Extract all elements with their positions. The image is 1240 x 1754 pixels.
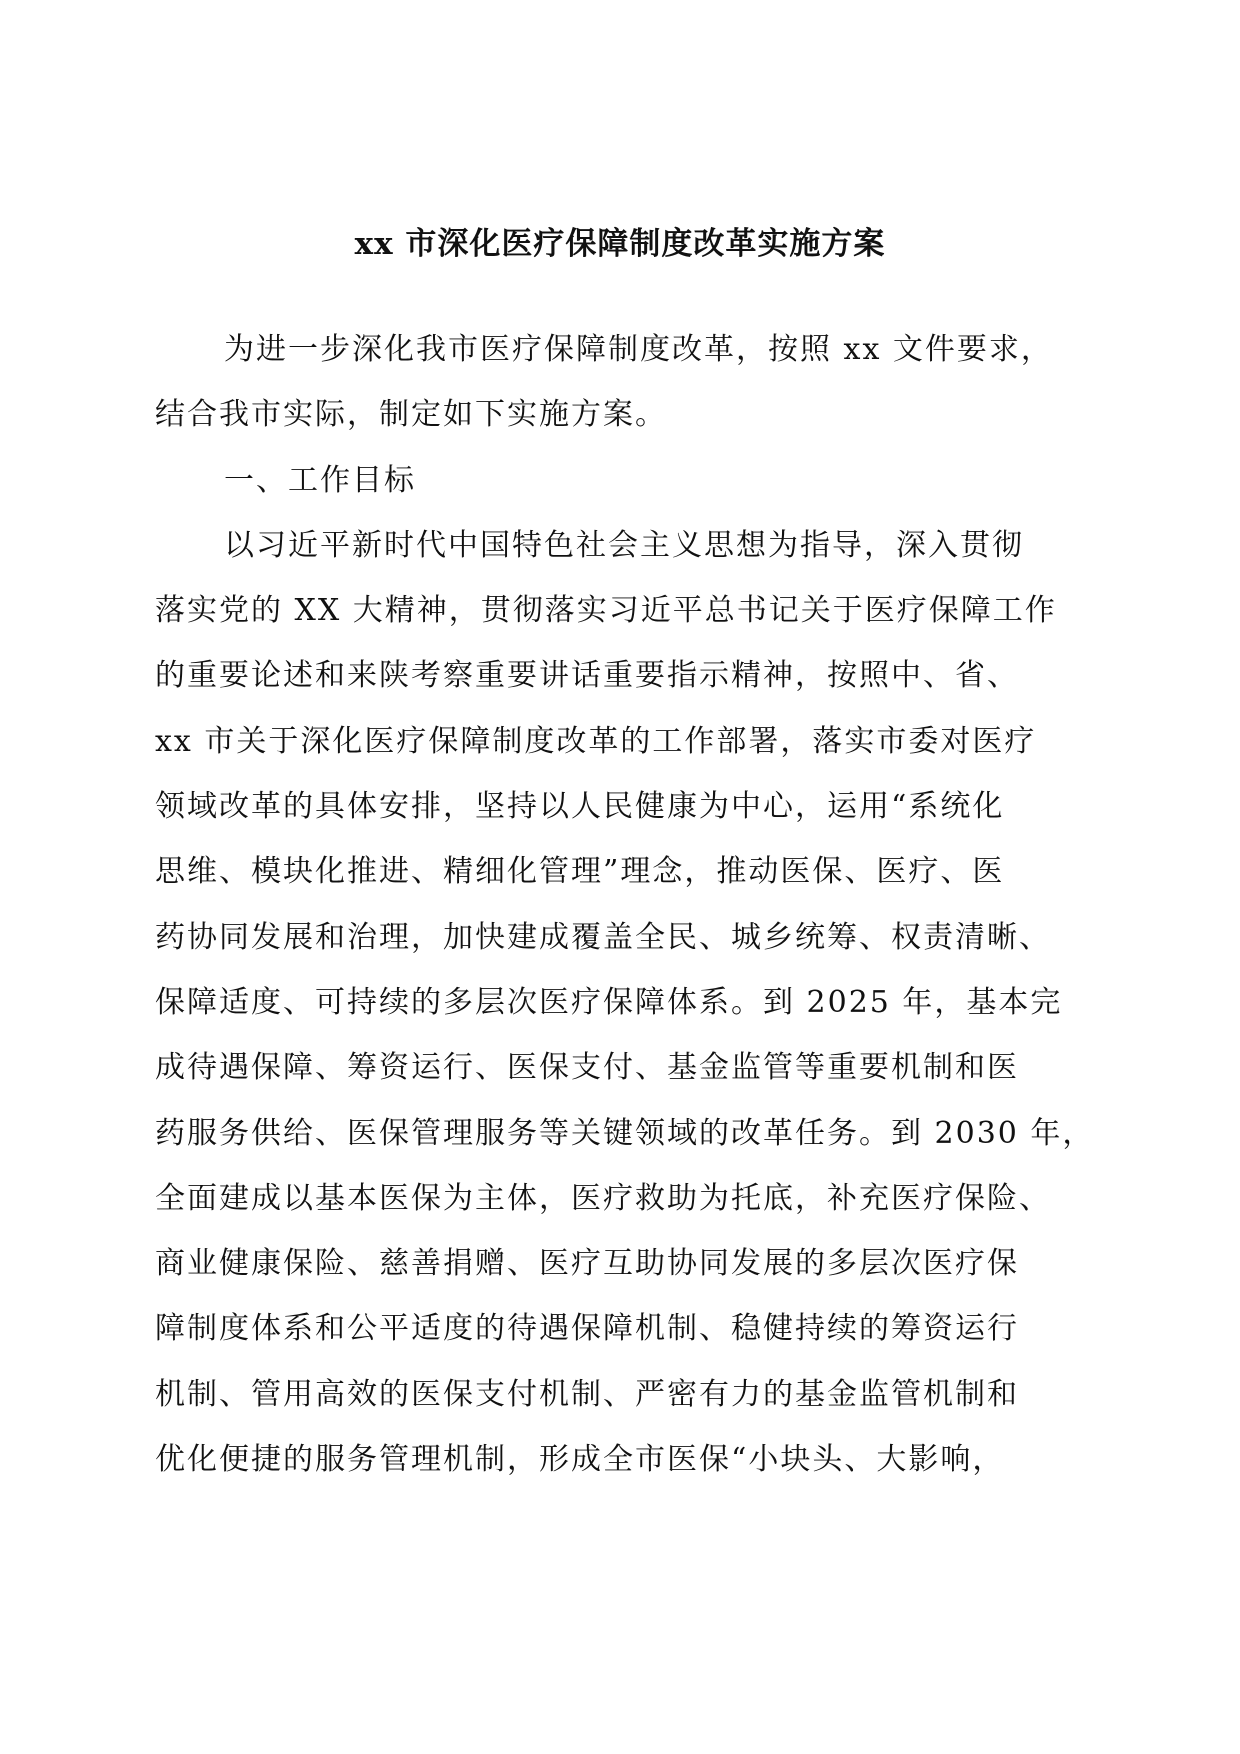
paragraph-line bbox=[0, 710, 1240, 775]
paragraph-line-text: 结合我市实际，制定如下实施方案。 bbox=[155, 397, 667, 433]
paragraph-line-text: 的重要论述和来陕考察重要讲话重要指示精神，按照中、省、 bbox=[155, 658, 1019, 694]
paragraph-line bbox=[0, 1102, 1240, 1167]
paragraph-line bbox=[0, 1428, 1240, 1493]
paragraph-line-text: 机制、管用高效的医保支付机制、严密有力的基金监管机制和 bbox=[155, 1376, 1019, 1412]
paragraph-line bbox=[0, 514, 1240, 579]
paragraph-line-text: 一、工作目标 bbox=[224, 462, 416, 498]
paragraph-line bbox=[0, 840, 1240, 905]
paragraph-line-text: 优化便捷的服务管理机制，形成全市医保“小块头、大影响， bbox=[155, 1442, 1005, 1478]
paragraph-line-text: 药服务供给、医保管理服务等关键领域的改革任务。到 2030 年， bbox=[155, 1115, 1095, 1151]
paragraph-line bbox=[0, 971, 1240, 1036]
paragraph-line bbox=[0, 449, 1240, 514]
paragraph-line bbox=[0, 906, 1240, 971]
paragraph-line bbox=[0, 1297, 1240, 1362]
paragraph-line bbox=[0, 318, 1240, 383]
paragraph-line bbox=[0, 644, 1240, 709]
paragraph-line bbox=[0, 579, 1240, 644]
paragraph-line bbox=[0, 1036, 1240, 1101]
paragraph-line-text: 全面建成以基本医保为主体，医疗救助为托底，补充医疗保险、 bbox=[155, 1180, 1051, 1216]
paragraph-line bbox=[0, 1232, 1240, 1297]
paragraph-line bbox=[0, 383, 1240, 448]
paragraph-line-text: 商业健康保险、慈善捐赠、医疗互助协同发展的多层次医疗保 bbox=[155, 1246, 1019, 1282]
paragraph-line-text: 落实党的 XX 大精神，贯彻落实习近平总书记关于医疗保障工作 bbox=[155, 593, 1057, 629]
paragraph-line-text: xx 市关于深化医疗保障制度改革的工作部署，落实市委对医疗 bbox=[155, 723, 1037, 759]
document-body bbox=[0, 318, 1240, 1493]
paragraph-line-text: 为进一步深化我市医疗保障制度改革，按照 xx 文件要求， bbox=[224, 332, 1053, 367]
paragraph-line-text: 领域改革的具体安排，坚持以人民健康为中心，运用“系统化 bbox=[155, 789, 1005, 825]
paragraph-line bbox=[0, 1167, 1240, 1232]
paragraph-line-text: 以习近平新时代中国特色社会主义思想为指导，深入贯彻 bbox=[224, 527, 1024, 563]
paragraph-line-text: 思维、模块化推进、精细化管理”理念，推动医保、医疗、医 bbox=[155, 854, 1005, 890]
paragraph-line-text: 药协同发展和治理，加快建成覆盖全民、城乡统筹、权责清晰、 bbox=[155, 919, 1051, 955]
paragraph-line-text: 成待遇保障、筹资运行、医保支付、基金监管等重要机制和医 bbox=[155, 1050, 1019, 1086]
document-title: xx 市深化医疗保障制度改革实施方案 bbox=[354, 226, 886, 262]
paragraph-line bbox=[0, 775, 1240, 840]
paragraph-line-text: 障制度体系和公平适度的待遇保障机制、稳健持续的筹资运行 bbox=[155, 1311, 1019, 1347]
paragraph-line bbox=[0, 1363, 1240, 1428]
paragraph-line-text: 保障适度、可持续的多层次医疗保障体系。到 2025 年，基本完 bbox=[155, 984, 1063, 1020]
